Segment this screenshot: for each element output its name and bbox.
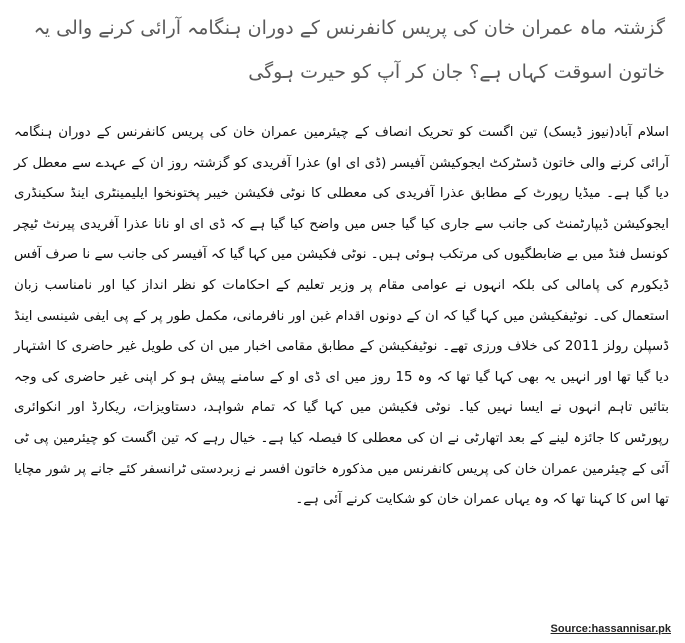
article-headline: گزشتہ ماہ عمران خان کی پریس کانفرنس کے دوران ہنگامہ آرائی کرنے والی یہ خاتون اسوقت کہاں ہے؟ جان کر آپ کو حیرت ہوگی — [33, 17, 665, 83]
source-credit: Source:hassannisar.pk — [550, 623, 671, 635]
article-body: اسلام آباد(نیوز ڈیسک) تین اگست کو تحریک انصاف کے چیئرمین عمران خان کی پریس کانفرنس کے دوران ہنگامہ آرائی کرنے والی خاتون ڈسٹرکٹ ایجوکیشن آفیسر (ڈی ای او) عذرا آفریدی کو گزشتہ روز ان کے عہدے سے معطل کر دیا گیا ہے۔ میڈیا رپورٹ کے مطابق عذرا آفریدی کی معطلی کا نوٹی فکیشن خیبر پختونخوا ایلیمینٹری اینڈ سکینڈری ایجوکیشن ڈیپارٹمنٹ کی جانب سے جاری کیا گیا جس میں واضح کیا گیا ہے کہ ڈی ای او نانا عذرا آفریدی پیرنٹ ٹیچر کونسل فنڈ میں بے ضابطگیوں کی مرتکب ہوئی ہیں۔ نوٹی فکیشن میں کہا گیا کہ آفیسر کی جانب سے نا صرف آفس ڈیکورم کی پامالی کی بلکہ انہوں نے عوامی مقام پر وزیر تعلیم کے احکامات کو نظر انداز کیا اور نامناسب زبان استعمال کی۔ نوٹیفکیشن میں کہا گیا کہ ان کے دونوں اقدام غبن اور نافرمانی، مکمل طور پر کے پی ایفی شینسی اینڈ ڈسپلن رولز 2011 کی خلاف ورزی تھے۔ نوٹیفکیشن کے مطابق مقامی اخبار میں ان کی طویل غیر حاضری کا اشتہار دیا گیا تھا اور انہیں یہ بھی کہا گیا تھا کہ وہ 15 روز میں ای ڈی او کے سامنے پیش ہو کر اپنی غیر حاضری کی وجہ بتائیں تاہم انہوں نے ایسا نہیں کیا۔ نوٹی فکیشن میں کہا گیا کہ تمام شواہد، دستاویزات، ریکارڈ اور انکوائری رپورٹس کا جائزہ لینے کے بعد اتھارٹی نے ان کی معطلی کا فیصلہ کیا ہے۔ خیال رہے کہ تین اگست کو چیئرمین پی ٹی آئی کے چیئرمین عمران خان کی پریس کانفرنس میں مذکورہ خاتون افسر نے زبردستی ٹرانسفر کئے جانے پر شور مچایا تھا اس کا کہنا تھا کہ وہ یہاں عمران خان کو شکایت کرنے آئی ہے۔ — [14, 125, 670, 508]
